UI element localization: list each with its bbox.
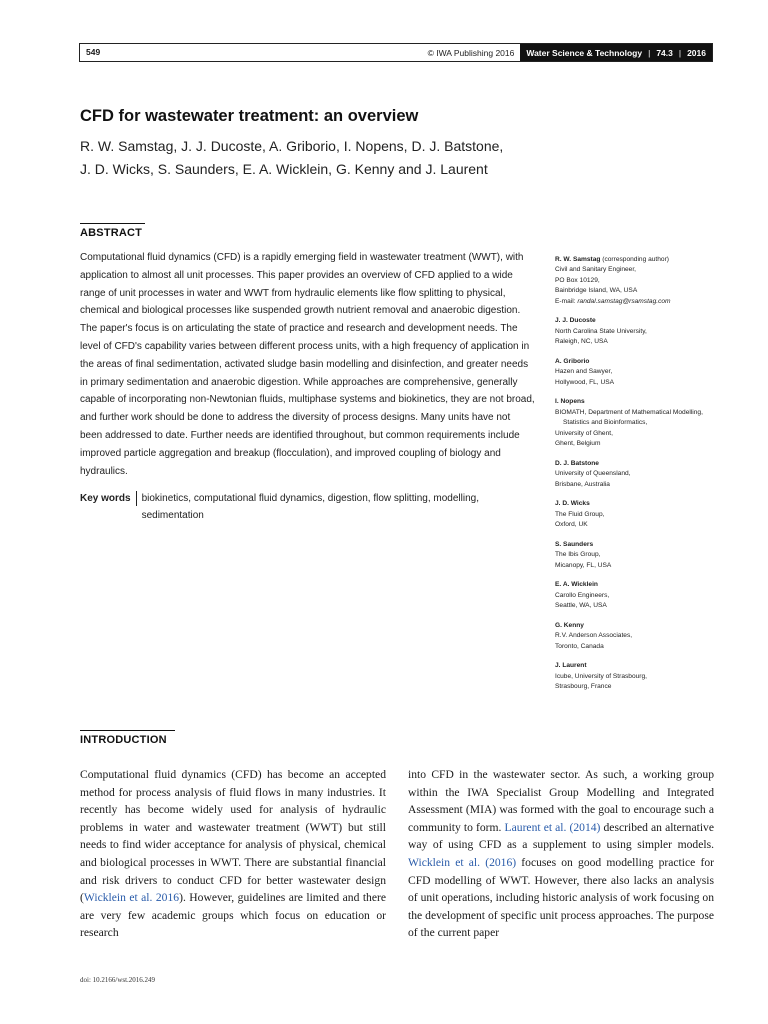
body-text: described an alternative way of using CFD as a supplement to using simpler models. (408, 820, 714, 852)
email-label: E-mail: (555, 297, 578, 305)
body-column-right (408, 766, 714, 942)
doi[interactable]: doi: 10.2166/wst.2016.249 (80, 976, 156, 984)
affiliation-line: Icube, University of Strasbourg, (555, 672, 647, 680)
running-header (79, 43, 713, 62)
section-rule (80, 223, 145, 224)
affiliation-entry (555, 357, 725, 388)
affiliation-name: I. Nopens (555, 398, 585, 406)
affiliation-line: University of Ghent, (555, 429, 613, 437)
affiliation-entry (555, 499, 725, 530)
citation-link[interactable]: Wicklein et al. (2016) (408, 855, 517, 869)
affiliation-entry (555, 459, 725, 490)
affiliation-line: The Ibis Group, (555, 551, 601, 559)
affiliation-entry (555, 316, 725, 347)
copyright-notice: © IWA Publishing 2016 (427, 48, 515, 58)
body-text: ). However, guidelines are limited and there are very few academic groups which focus on education or research (80, 891, 387, 940)
introduction-heading: INTRODUCTION (80, 734, 167, 746)
affiliation-line: R.V. Anderson Associates, (555, 632, 633, 640)
affiliation-line: Ghent, Belgium (555, 439, 601, 447)
affiliation-entry (555, 621, 725, 652)
body-column-left (80, 766, 386, 942)
affiliation-name: S. Saunders (555, 540, 594, 548)
affiliation-line: The Fluid Group, (555, 510, 605, 518)
affiliation-line: Statistics and Bioinformatics, (563, 419, 648, 427)
affiliation-name: J. D. Wicks (555, 500, 590, 508)
abstract-heading: ABSTRACT (80, 227, 143, 239)
affiliation-line: Carollo Engineers, (555, 591, 610, 599)
page-number: 549 (86, 47, 101, 57)
separator: | (678, 47, 682, 58)
journal-banner (520, 44, 712, 61)
affiliation-line: Raleigh, NC, USA (555, 338, 608, 346)
author-line: R. W. Samstag, J. J. Ducoste, A. Griborio, I. Nopens, D. J. Batstone, (80, 138, 504, 154)
affiliation-line: Micanopy, FL, USA (555, 561, 612, 569)
affiliation-line: Seattle, WA, USA (555, 602, 607, 610)
affiliation-line: PO Box 10129, (555, 276, 600, 284)
author-list (80, 135, 540, 181)
keywords-list: biokinetics, computational fluid dynamics, digestion, flow splitting, modelling, sedimentation (141, 493, 479, 521)
author-line: J. D. Wicks, S. Saunders, E. A. Wicklein, G. Kenny and J. Laurent (80, 161, 488, 177)
abstract-body: Computational fluid dynamics (CFD) is a rapidly emerging field in wastewater treatment (WWT), with application to almost all unit processes. This paper provides an overview of CFD applied to a wide range of unit processes in water and WWT from hydraulic elements like flow splitting to physical, chemical and biological processes like suspended growth nutrient removal and anaerobic digestion. The paper's focus is on articulating the state of practice and research and development needs. The level of CFD's capability varies between different process units, with a high frequency of application in the areas of final sedimentation, activated sludge basin modelling and disinfection, and greater needs in primary sedimentation and anaerobic digestion. While approaches are comprehensive, generally capable of incorporating non-Newtonian fluids, multiphase systems and biokinetics, they are not broad, and further work should be done to address the diversity of process designs. Many units have not been addressed to date. Further needs are identified throughout, but common requirements include improved particle aggregation and breakup (flocculation), and improved coupling of biology and hydraulics. (80, 252, 535, 477)
affiliation-name: G. Kenny (555, 621, 584, 629)
affiliations (555, 255, 725, 702)
affiliation-entry (555, 397, 725, 449)
affiliation-line: Hazen and Sawyer, (555, 368, 613, 376)
affiliation-line: North Carolina State University, (555, 327, 647, 335)
affiliation-name: A. Griborio (555, 357, 590, 365)
affiliation-line: Civil and Sanitary Engineer, (555, 266, 637, 274)
journal-year: 2016 (687, 47, 706, 58)
affiliation-line: Brisbane, Australia (555, 480, 610, 488)
body-text: Computational fluid dynamics (CFD) has become an accepted method for process analysis of fluid flows in many industries. It recently has become widely used for analysis of hydraulic problems in water and wastewater treatment (WWT) but still needs to find wider acceptance for analysis of physical, chemical and biological processes in WWT. There are substantial financial and risk drivers to conduct CFD for better wastewater design ( (80, 768, 386, 905)
affiliation-name: D. J. Batstone (555, 459, 599, 467)
affiliation-line: Toronto, Canada (555, 642, 604, 650)
affiliation-name: J. J. Ducoste (555, 317, 596, 325)
affiliation-entry (555, 580, 725, 611)
affiliation-name: J. Laurent (555, 662, 587, 670)
affiliation-line: Hollywood, FL, USA (555, 378, 614, 386)
keywords (80, 491, 535, 524)
affiliation-entry (555, 255, 725, 307)
affiliation-line: Oxford, UK (555, 521, 588, 529)
body-text: into CFD in the wastewater sector. As such, a working group within the IWA Specialist Group Modelling and Integrated Assessment (MIA) was formed with the goal to encourage such a community to form. (408, 768, 714, 834)
affiliation-line: University of Queensland, (555, 470, 631, 478)
keywords-label: Key words (80, 491, 137, 506)
affiliation-line: Strasbourg, France (555, 683, 612, 691)
article-title: CFD for wastewater treatment: an overview (80, 107, 419, 125)
journal-volume: 74.3 (656, 47, 673, 58)
affiliation-line: BIOMATH, Department of Mathematical Modelling, (555, 408, 703, 416)
affiliation-line: Bainbridge Island, WA, USA (555, 287, 638, 295)
section-rule (80, 730, 175, 731)
separator: | (648, 47, 651, 58)
journal-name: Water Science & Technology (526, 47, 643, 58)
body-text: focuses on good modelling practice for CFD modelling of WWT. However, there also lacks an analysis of unit operations, including historic analysis of work focusing on the development of specific unit process approaches. The purpose of the current paper (408, 855, 714, 940)
citation-link[interactable]: Wicklein et al. 2016 (83, 891, 180, 905)
citation-link[interactable]: Laurent et al. (2014) (504, 820, 601, 834)
affiliation-entry (555, 540, 725, 571)
email-address[interactable]: randal.samstag@rsamstag.com (577, 297, 671, 305)
affiliation-entry (555, 661, 725, 692)
affiliation-name: E. A. Wicklein (555, 581, 598, 589)
affiliation-name: R. W. Samstag (555, 256, 601, 263)
affiliation-role: (corresponding author) (600, 256, 669, 263)
